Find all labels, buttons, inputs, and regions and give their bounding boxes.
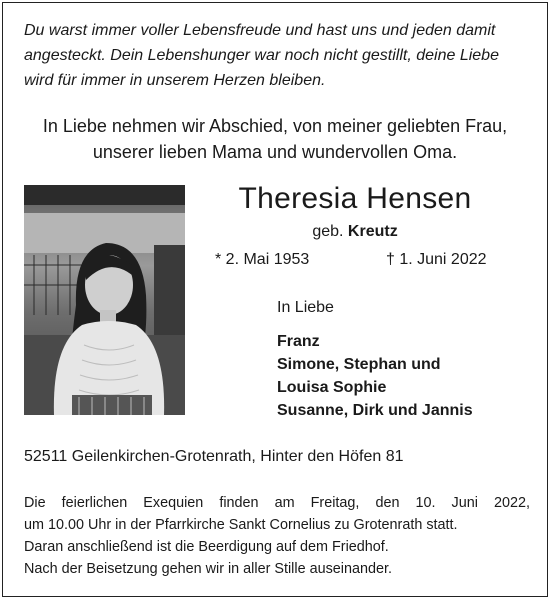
service-line: Nach der Beisetzung gehen wir in aller Stille auseinander. <box>24 561 392 577</box>
mourners-intro: In Liebe <box>277 299 334 316</box>
birth-date: * 2. Mai 1953 <box>215 251 310 268</box>
birth-name-value: Kreutz <box>347 223 398 240</box>
birth-name <box>185 221 525 243</box>
memorial-quote <box>24 18 530 93</box>
mourner-name: Susanne, Dirk und Jannis <box>277 402 473 419</box>
mourner-name: Simone, Stephan und <box>277 356 441 373</box>
farewell-intro <box>0 113 550 165</box>
quote-line: wird für immer in unserem Herzen bleiben. <box>24 72 326 89</box>
intro-line: In Liebe nehmen wir Abschied, von meiner geliebten Frau, <box>42 116 508 136</box>
service-details <box>24 492 530 580</box>
quote-line: angesteckt. Dein Lebenshunger war noch nicht gestillt, deine Liebe <box>24 47 499 64</box>
portrait-photo <box>24 185 185 415</box>
portrait-photo-icon <box>24 185 185 415</box>
intro-line: unserer lieben Mama und wundervollen Oma. <box>92 142 458 162</box>
mourners-list <box>277 330 473 422</box>
birth-name-prefix: geb. <box>312 223 344 240</box>
deceased-name: Theresia Hensen <box>238 182 472 215</box>
mourner-name: Franz <box>277 333 320 350</box>
service-line: um 10.00 Uhr in der Pfarrkirche Sankt Cornelius zu Grotenrath statt. <box>24 517 458 533</box>
service-line: Daran anschließend ist die Beerdigung auf dem Friedhof. <box>24 539 389 555</box>
family-address: 52511 Geilenkirchen-Grotenrath, Hinter den Höfen 81 <box>24 448 404 465</box>
service-line: Die feierlichen Exequien finden am Freitag, den 10. Juni 2022, <box>24 495 530 511</box>
mourner-name: Louisa Sophie <box>277 379 387 396</box>
death-date: † 1. Juni 2022 <box>386 251 487 268</box>
quote-line: Du warst immer voller Lebensfreude und hast uns und jeden damit <box>24 22 496 39</box>
